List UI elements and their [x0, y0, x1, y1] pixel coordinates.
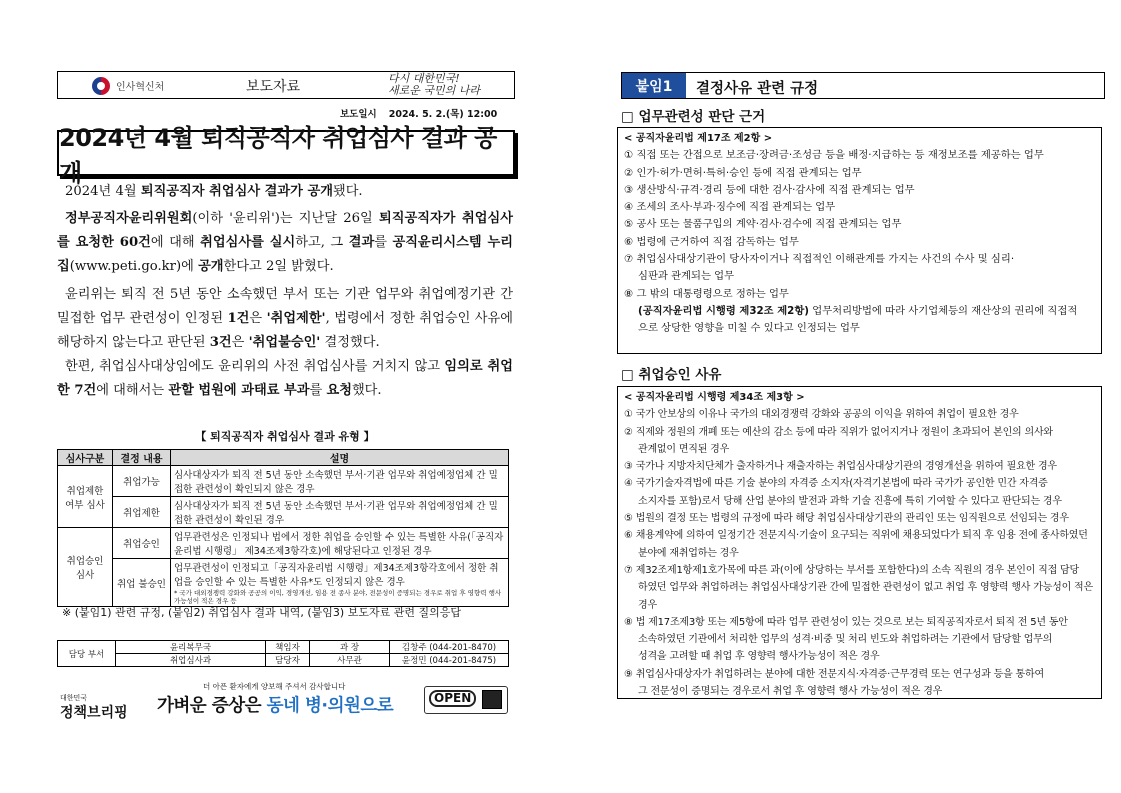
- list-item: ⑧ 그 밖의 대통령령으로 정하는 업무: [624, 287, 789, 300]
- banner-headline: [157, 692, 393, 717]
- list-item: ⑥ 법령에 근거하여 직접 감독하는 업무: [624, 235, 799, 248]
- p3-e: , 법령에서 정한 취업승인 사유에 해당하지 않는다고 판단된: [57, 311, 514, 350]
- paragraph-2: [57, 207, 513, 279]
- p3-b: 1건: [227, 311, 250, 326]
- list-item-continued: 분야에 재취업하는 경우: [638, 547, 739, 559]
- list-item-continued: 소속하였던 기관에서 처리한 업무의 성격·비중 및 처리 빈도와 취업하려는 기관에서 담당할 업무의: [638, 634, 1053, 646]
- regulation-box-2: [617, 386, 1102, 699]
- banner-subtitle: 더 아픈 환자에게 양보해 주셔서 감사합니다: [203, 682, 346, 691]
- attachment-header: [621, 72, 1105, 99]
- decision-cell: 취업제한: [113, 497, 171, 528]
- briefing-logo-small: 대한민국: [60, 694, 88, 702]
- list-sub-item: [624, 303, 1097, 320]
- list-item-continued: 그 전문성이 증명되는 경우로서 취업 후 영향력 행사 가능성이 적은 경우: [638, 686, 943, 698]
- contact-dept: 취업심사과: [116, 654, 266, 667]
- p1-text: 2024년 4월: [65, 184, 141, 199]
- p3-f: 3건: [209, 335, 232, 350]
- list-sub-item-continued: 으로 상당한 영향을 미칠 수 있다고 인정되는 업무: [638, 322, 860, 335]
- p3-g: 은: [231, 335, 249, 350]
- result-table: [57, 449, 509, 607]
- regulation-box-1: [617, 127, 1102, 354]
- license-icon: [482, 690, 502, 709]
- contact-title: 과 장: [310, 641, 390, 654]
- attachment-note: ※ (붙임1) 관련 규정, (붙임2) 취업심사 결과 내역, (붙임3) 보도자료 관련 질의응답: [62, 606, 461, 619]
- p2-j: (www.peti.go.kr)에: [69, 259, 199, 274]
- contact-name: 김창주 (044-201-8470): [390, 641, 509, 654]
- p4-b: 임의로 취업한 7건: [57, 359, 513, 398]
- contact-dept-label: 담당 부서: [58, 641, 116, 667]
- campaign-banner: [153, 679, 413, 719]
- decision-cell: 취업가능: [113, 466, 171, 497]
- list-item: ① 국가 안보상의 이유나 국가의 대외경쟁력 강화와 공공의 이익을 위하여 취업이 필요한 경우: [624, 409, 1019, 421]
- taegeuk-logo-icon: [92, 77, 110, 95]
- p3-d: '취업제한': [266, 311, 326, 326]
- list-item-continued: 관계없이 면직된 경우: [638, 443, 730, 455]
- p2-d: 에 대해: [150, 235, 201, 250]
- agency-name: 인사혁신처: [116, 82, 165, 93]
- p4-f: 요청: [326, 383, 352, 398]
- description-text: 업무관련성이 인정되고「공직자윤리법 시행령」제34조제3항각호에서 정한 취업을 승인할 수 있는 특별한 사유*도 인정되지 않은 경우: [174, 563, 499, 588]
- list-item: ① 직접 또는 간접으로 보조금·장려금·조성금 등을 배정·지급하는 등 재정보조를 제공하는 업무: [624, 149, 1044, 162]
- briefing-logo-text: 정책브리핑: [60, 705, 128, 721]
- table-row: [58, 528, 509, 559]
- p2-a: 정부공직자윤리위원회: [65, 211, 193, 226]
- table-group-cell: 취업승인 심사: [58, 528, 113, 607]
- description-cell: [171, 559, 509, 607]
- list-item-continued: 소지자를 포함)로서 당해 산업 분야의 발전과 과학 기술 진흥에 특히 기여할 수 있다고 판단되는 경우: [638, 495, 1062, 507]
- banner-headline-b: 동네 병·의원으로: [266, 696, 394, 716]
- table-header: 심사구분: [58, 450, 113, 466]
- document-kind: 보도자료: [246, 79, 301, 95]
- table-row: [58, 466, 509, 497]
- table-header: 결정 내용: [113, 450, 171, 466]
- sub-item-ref: (공직자윤리법 시행령 제32조 제2항): [638, 304, 809, 317]
- list-item: ⑦ 취업심사대상기관이 당사자이거나 직접적인 이해관계를 가지는 사건의 수사 및 심리·: [624, 253, 1015, 266]
- box-heading: < 공직자윤리법 제17조 제2항 >: [624, 133, 773, 144]
- list-item: ④ 조세의 조사·부과·징수에 직접 관계되는 업무: [624, 201, 836, 214]
- page-title: 2024년 4월 퇴직공직자 취업심사 결과 공개: [57, 130, 515, 176]
- table-row: [58, 641, 509, 654]
- list-item: ⑦ 제32조제1항제1호가목에 따른 과(이에 상당하는 부서를 포함한다)의 소속 직원의 경우 본인이 직접 담당: [624, 564, 1079, 576]
- table-group-cell: 취업제한 여부 심사: [58, 466, 113, 528]
- p3-a: 윤리위는 퇴직 전 5년 동안 소속했던 부서 또는 기관 업무와 취업예정기관 간 밀접한 업무 관련성이 인정된: [57, 287, 513, 326]
- description-cell: 업무관련성은 인정되나 법에서 정한 취업을 승인할 수 있는 특별한 사유(「공직자윤리법 시행령」 제34조제3항각호)에 해당된다고 인정된 경우: [171, 528, 509, 559]
- list-item: ② 인가·허가·면허·특허·승인 등에 직접 관계되는 업무: [624, 166, 862, 179]
- table-header: 설명: [171, 450, 509, 466]
- contact-role: 담당자: [266, 654, 310, 667]
- description-cell: 심사대상자가 퇴직 전 5년 동안 소속했던 부서·기관 업무와 취업예정업체 간 밀접한 관련성이 확인되지 않은 경우: [171, 466, 509, 497]
- table-row: [58, 559, 509, 607]
- contact-dept: 윤리복무국: [116, 641, 266, 654]
- paragraph-4: [57, 355, 513, 403]
- contact-table: [57, 640, 509, 667]
- p4-a: 한편, 취업심사대상임에도 윤리위의 사전 취업심사를 거치지 않고: [65, 359, 445, 374]
- list-item-continued: 성격을 고려할 때 취업 후 영향력 행사가능성이 적은 경우: [638, 651, 880, 663]
- banner-headline-a: 가벼운 증상은: [157, 696, 267, 716]
- p4-c: 에 대해서는: [96, 383, 169, 398]
- p3-i: 결정했다.: [320, 335, 380, 350]
- p2-i: 공직윤리시스템 누리집: [57, 235, 514, 274]
- section-heading: □ 업무관련성 판단 근거: [621, 109, 766, 125]
- list-item: ⑤ 공사 또는 물품구입의 계약·검사·검수에 직접 관계되는 업무: [624, 218, 902, 231]
- result-table-title: 【 퇴직공직자 취업심사 결과 유형 】: [195, 430, 375, 443]
- p1-text-end: 됐다.: [332, 184, 363, 199]
- list-item: ③ 생산방식·규격·경리 등에 대한 검사·감사에 직접 관계되는 업무: [624, 183, 915, 196]
- footnote: * 국가 대외경쟁력 강화와 공공의 이익, 경영개선, 임용 전 종사 분야, 전문성이 증명되는 경우로 취업 후 영향력 행사 가능성이 적은 경우 등: [174, 589, 502, 605]
- box-heading: < 공직자윤리법 시행령 제34조 제3항 >: [624, 392, 805, 403]
- release-date-label: 보도일시: [340, 109, 377, 120]
- attachment-tag: 붙임1: [622, 73, 686, 98]
- press-header: [57, 71, 515, 99]
- p2-h: 를: [374, 235, 393, 250]
- p2-l: 한다고 2일 밝혔다.: [223, 259, 334, 274]
- table-row: [58, 497, 509, 528]
- decision-cell: 취업 불승인: [113, 559, 171, 607]
- p1-emphasis: 퇴직공직자 취업심사 결과가 공개: [140, 184, 333, 199]
- list-item: ③ 국가나 지방자치단체가 출자하거나 재출자하는 취업심사대상기관의 경영개선을 위하여 필요한 경우: [624, 461, 1057, 473]
- list-item: ⑨ 취업심사대상자가 취업하려는 분야에 대한 전문지식·자격증·근무경력 또는 연구성과 등을 통하여: [624, 668, 1044, 680]
- paragraph-1: [57, 180, 513, 204]
- list-item: ④ 국가기술자격법에 따른 기술 분야의 자격증 소지자(자격기본법에 따라 국가가 공인한 민간 자격증: [624, 478, 1048, 490]
- p2-k: 공개: [198, 259, 224, 274]
- slogan: [388, 73, 480, 97]
- list-item-continued: 하였던 업무와 취업하려는 취업심사대상기관 간에 밀접한 관련성이 없고 취업 후 영향력 행사 가능성이 적은 경우: [638, 582, 1093, 611]
- section-heading: □ 취업승인 사유: [621, 367, 722, 383]
- p2-e: 취업심사를 실시: [200, 235, 296, 250]
- p2-b: (이하 '윤리위')는 지난달 26일: [192, 211, 379, 226]
- briefing-logo: [60, 691, 128, 721]
- attachment-title: 결정사유 관련 규정: [696, 81, 819, 97]
- list-item: ⑤ 법원의 결정 또는 법령의 규정에 따라 해당 취업심사대상기관의 관리인 또는 임직원으로 선임되는 경우: [624, 513, 1069, 525]
- p4-d: 관할 법원에 과태료 부과: [168, 383, 310, 398]
- contact-title: 사무관: [310, 654, 390, 667]
- contact-role: 책임자: [266, 641, 310, 654]
- slogan-line-1: 다시 대한민국!: [388, 72, 460, 85]
- release-date-value: 2024. 5. 2.(목) 12:00: [388, 109, 498, 120]
- description-cell: 심사대상자가 퇴직 전 5년 동안 소속했던 부서·기관 업무와 취업예정업체 간 밀접한 관련성이 확인된 경우: [171, 497, 509, 528]
- p4-e: 를: [309, 383, 327, 398]
- slogan-line-2: 새로운 국민의 나라: [388, 84, 481, 97]
- open-label: OPEN: [429, 690, 476, 707]
- table-row: [58, 654, 509, 667]
- p2-g: 결과: [348, 235, 375, 250]
- list-item: ⑥ 채용계약에 의하여 일정기간 전문지식·기술이 요구되는 직위에 채용되었다가 퇴직 후 임용 전에 종사하였던: [624, 530, 1088, 542]
- list-item: ② 직제와 정원의 개폐 또는 예산의 감소 등에 따라 직위가 없어지거나 정원이 초과되어 본인의 의사와: [624, 426, 1053, 438]
- p3-h: '취업불승인': [248, 335, 321, 350]
- list-item: ⑧ 법 제17조제3항 또는 제5항에 따라 업무 관련성이 있는 것으로 보는 퇴직공직자로서 퇴직 전 5년 동안: [624, 616, 1068, 628]
- contact-name: 윤정민 (044-201-8475): [390, 654, 509, 667]
- decision-cell: 취업승인: [113, 528, 171, 559]
- open-license-mark: [424, 686, 508, 714]
- p2-f: 하고, 그: [295, 235, 349, 250]
- sub-item-text: 업무처리방법에 따라 사기업체등의 재산상의 권리에 직접적: [808, 304, 1078, 317]
- table-header-row: [58, 450, 509, 466]
- paragraph-3: [57, 283, 513, 355]
- p2-c: 퇴직공직자가 취업심사를 요청한 60건: [57, 211, 513, 250]
- p4-g: 했다.: [351, 383, 382, 398]
- p3-c: 은: [249, 311, 267, 326]
- list-item-continued: 심판과 관계되는 업무: [638, 270, 735, 283]
